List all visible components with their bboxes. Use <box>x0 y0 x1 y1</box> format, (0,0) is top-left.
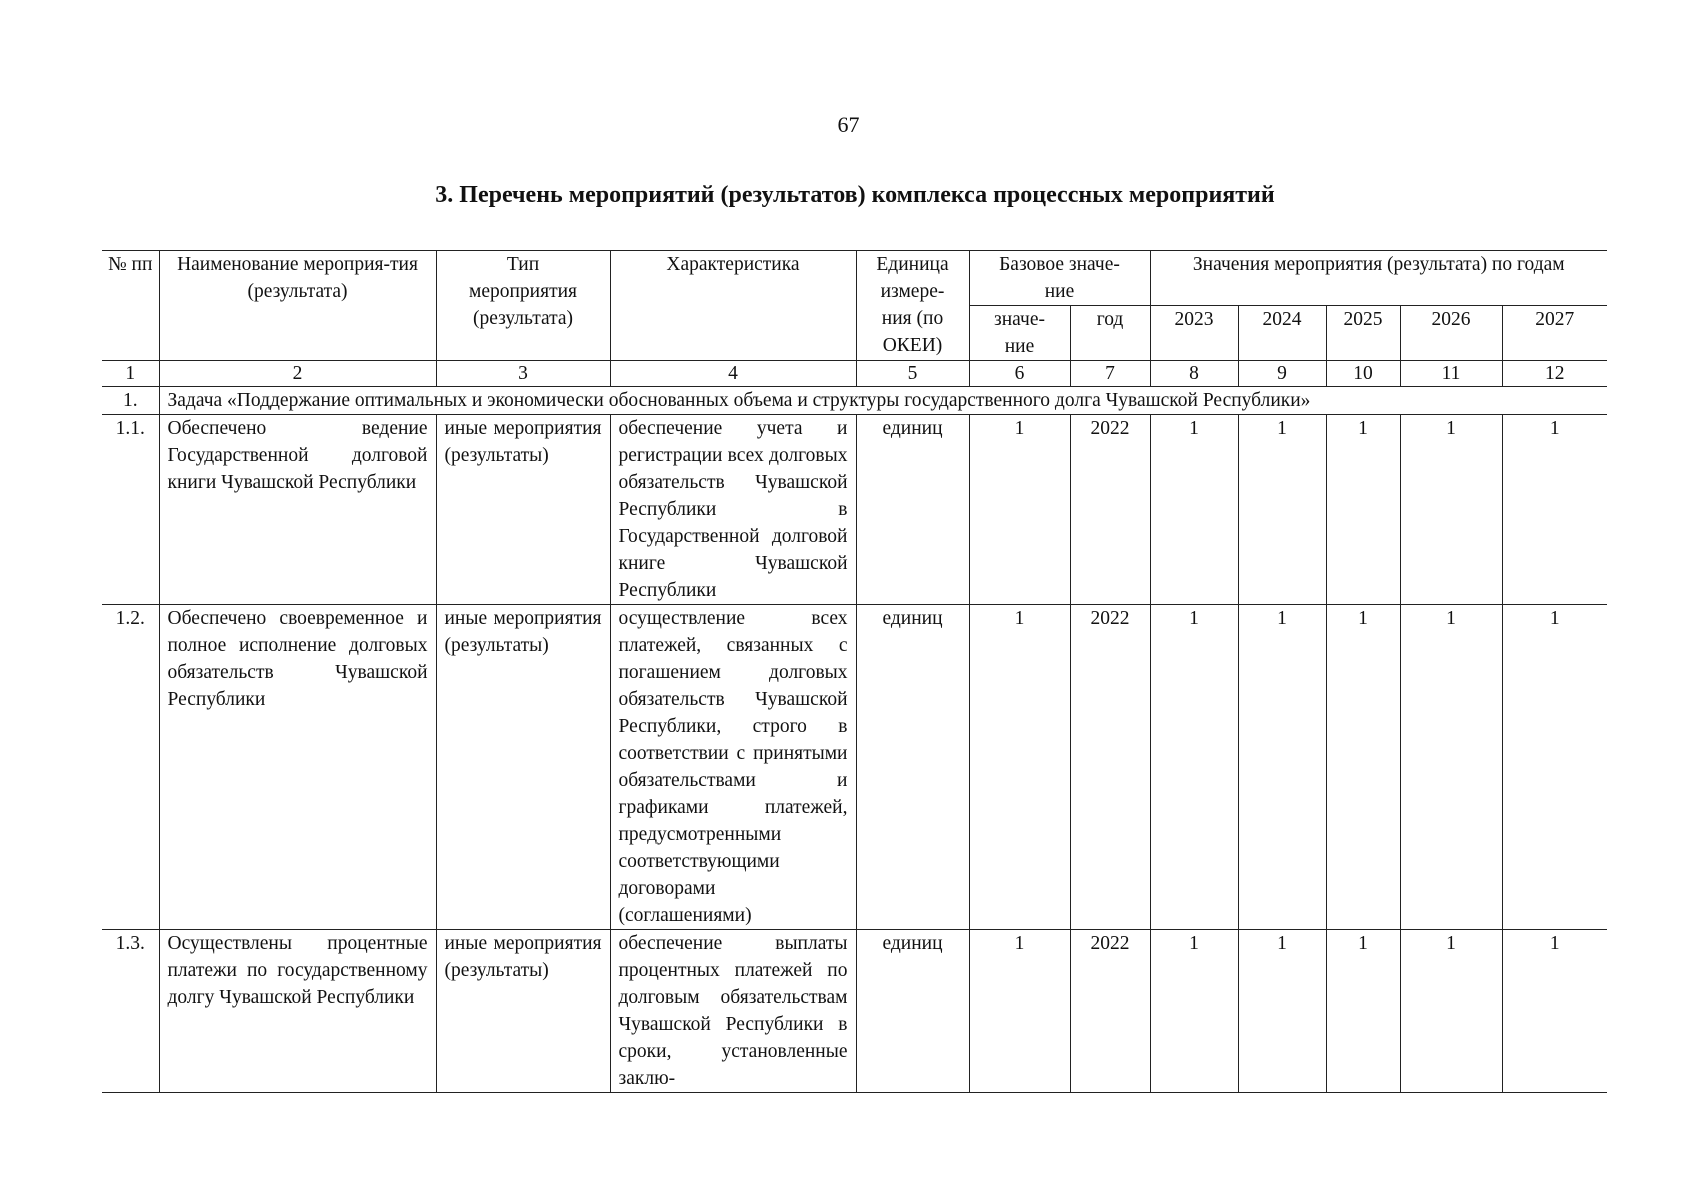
column-number: 3 <box>436 361 610 387</box>
row-value-2024: 1 <box>1238 415 1326 605</box>
activities-table <box>102 250 1607 1093</box>
column-number: 7 <box>1070 361 1150 387</box>
row-num: 1.1. <box>102 415 159 605</box>
column-number: 6 <box>969 361 1070 387</box>
header-base-year: год <box>1070 306 1150 361</box>
row-type: иные мероприятия (результаты) <box>436 605 610 930</box>
table-row <box>102 605 1607 930</box>
header-name: Наименование мероприя-тия (результата) <box>159 251 436 361</box>
row-characteristic: обеспечение учета и регистрации всех долговых обязательств Чувашской Республики в Государственной долговой книге Чувашской Республики <box>610 415 856 605</box>
column-number: 12 <box>1502 361 1607 387</box>
row-base-value: 1 <box>969 930 1070 1093</box>
document-title: 3. Перечень мероприятий (результатов) комплекса процессных мероприятий <box>435 182 1275 208</box>
table-row <box>102 930 1607 1093</box>
row-characteristic: осуществление всех платежей, связанных с погашением долговых обязательств Чувашской Республики, строго в соответствии с принятыми обязательствами и графиками платежей, предусмотренными соответствующими договорами (соглашениями) <box>610 605 856 930</box>
header-year: 2027 <box>1502 306 1607 361</box>
row-num: 1.3. <box>102 930 159 1093</box>
column-number: 5 <box>856 361 969 387</box>
column-number: 2 <box>159 361 436 387</box>
header-years-group: Значения мероприятия (результата) по годам <box>1150 251 1607 306</box>
column-number: 11 <box>1400 361 1502 387</box>
row-base-year: 2022 <box>1070 605 1150 930</box>
header-year: 2026 <box>1400 306 1502 361</box>
column-number: 1 <box>102 361 159 387</box>
task-text: Задача «Поддержание оптимальных и экономически обоснованных объема и структуры государственного долга Чувашской Республики» <box>159 387 1607 415</box>
row-unit: единиц <box>856 415 969 605</box>
column-number: 9 <box>1238 361 1326 387</box>
row-value-2023: 1 <box>1150 415 1238 605</box>
header-year: 2023 <box>1150 306 1238 361</box>
row-value-2023: 1 <box>1150 605 1238 930</box>
row-base-year: 2022 <box>1070 930 1150 1093</box>
row-unit: единиц <box>856 605 969 930</box>
row-value-2025: 1 <box>1326 605 1400 930</box>
row-value-2027: 1 <box>1502 605 1607 930</box>
row-type: иные мероприятия (результаты) <box>436 415 610 605</box>
task-num: 1. <box>102 387 159 415</box>
row-value-2026: 1 <box>1400 415 1502 605</box>
row-unit: единиц <box>856 930 969 1093</box>
row-base-value: 1 <box>969 415 1070 605</box>
column-number: 4 <box>610 361 856 387</box>
table-row <box>102 415 1607 605</box>
row-base-value: 1 <box>969 605 1070 930</box>
header-row-top <box>102 251 1607 306</box>
row-value-2026: 1 <box>1400 930 1502 1093</box>
column-number: 8 <box>1150 361 1238 387</box>
row-value-2024: 1 <box>1238 605 1326 930</box>
header-base: Базовое значе-ние <box>969 251 1150 306</box>
row-name: Осуществлены процентные платежи по государственному долгу Чувашской Республики <box>159 930 436 1093</box>
row-value-2026: 1 <box>1400 605 1502 930</box>
header-base-value: значе-ние <box>969 306 1070 361</box>
row-value-2025: 1 <box>1326 415 1400 605</box>
row-name: Обеспечено своевременное и полное исполнение долговых обязательств Чувашской Республики <box>159 605 436 930</box>
column-number: 10 <box>1326 361 1400 387</box>
header-unit: Единица измере-ния (по ОКЕИ) <box>856 251 969 361</box>
row-value-2027: 1 <box>1502 415 1607 605</box>
row-base-year: 2022 <box>1070 415 1150 605</box>
header-year: 2025 <box>1326 306 1400 361</box>
task-row <box>102 387 1607 415</box>
header-num: № пп <box>102 251 159 361</box>
row-value-2027: 1 <box>1502 930 1607 1093</box>
header-type: Тип мероприятия (результата) <box>436 251 610 361</box>
header-year: 2024 <box>1238 306 1326 361</box>
column-numbers-row <box>102 361 1607 387</box>
row-num: 1.2. <box>102 605 159 930</box>
row-name: Обеспечено ведение Государственной долговой книги Чувашской Республики <box>159 415 436 605</box>
row-characteristic: обеспечение выплаты процентных платежей по долговым обязательствам Чувашской Республики в сроки, установленные заклю- <box>610 930 856 1093</box>
row-value-2025: 1 <box>1326 930 1400 1093</box>
row-type: иные мероприятия (результаты) <box>436 930 610 1093</box>
page-number: 67 <box>837 112 860 137</box>
row-value-2024: 1 <box>1238 930 1326 1093</box>
header-characteristic: Характеристика <box>610 251 856 361</box>
row-value-2023: 1 <box>1150 930 1238 1093</box>
